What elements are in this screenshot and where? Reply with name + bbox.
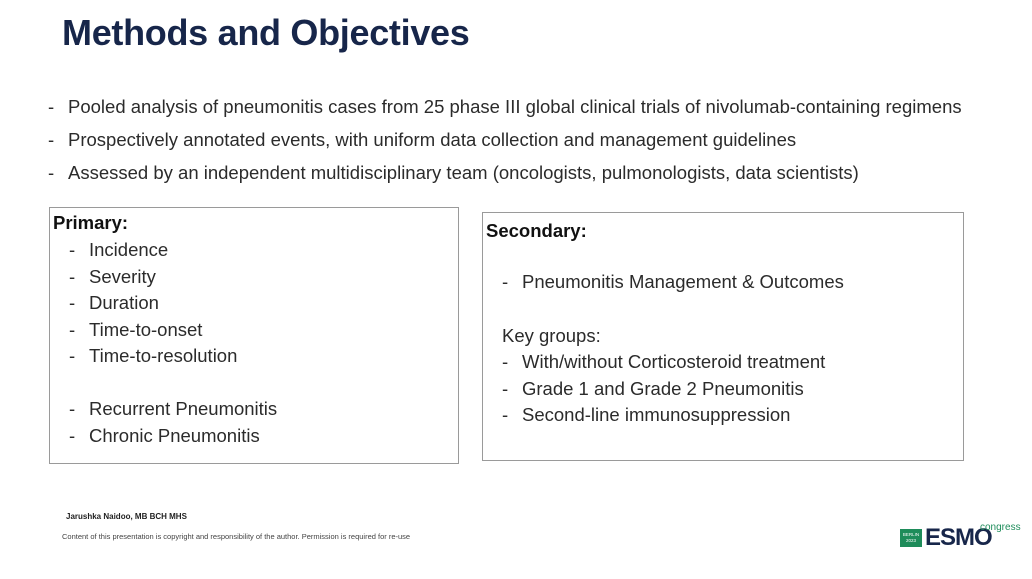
- bullet-marker: -: [502, 377, 509, 399]
- list-item: [69, 423, 277, 450]
- bullet-item: [48, 123, 962, 156]
- methods-bullet-list: [48, 90, 962, 189]
- list-item-text: Severity: [89, 265, 156, 287]
- secondary-list-group2: [502, 349, 825, 429]
- list-item: [69, 317, 237, 344]
- bullet-text: Prospectively annotated events, with uniform data collection and management guidelines: [68, 129, 797, 150]
- list-item-text: Incidence: [89, 239, 169, 260]
- list-item-text: With/without Corticosteroid treatment: [522, 351, 826, 372]
- list-item: [502, 269, 844, 296]
- bullet-marker: -: [502, 271, 509, 292]
- congress-label: congress: [980, 522, 1021, 533]
- slide-title: Methods and Objectives: [62, 12, 470, 53]
- list-item-text: Recurrent Pneumonitis: [89, 398, 278, 419]
- bullet-marker: -: [69, 265, 76, 287]
- list-item: [69, 237, 237, 264]
- list-item-text: Pneumonitis Management & Outcomes: [522, 271, 844, 292]
- list-item: [69, 396, 277, 423]
- bullet-text: Assessed by an independent multidisciplinary team (oncologists, pulmonologists, data scientists): [68, 162, 859, 183]
- list-item-text: Time-to-onset: [89, 318, 203, 340]
- bullet-marker: -: [502, 351, 509, 372]
- bullet-marker: -: [69, 345, 76, 367]
- list-item: [502, 349, 825, 376]
- list-item: [502, 402, 825, 429]
- bullet-marker: -: [48, 162, 55, 183]
- list-item: [502, 376, 825, 403]
- primary-heading: Primary:: [53, 212, 129, 233]
- bullet-marker: -: [69, 424, 76, 446]
- bullet-marker: -: [69, 239, 76, 260]
- bullet-marker: -: [48, 129, 55, 150]
- bullet-marker: -: [69, 292, 76, 314]
- primary-list-group1: [69, 237, 237, 370]
- copyright-notice: Content of this presentation is copyright and responsibility of the author. Permission is required for re-use: [62, 532, 411, 541]
- bullet-item: [48, 90, 962, 123]
- bullet-marker: -: [502, 404, 509, 426]
- list-item: [69, 264, 237, 291]
- primary-objectives-box: [49, 207, 459, 464]
- secondary-objectives-box: [482, 212, 964, 461]
- list-item-text: Time-to-resolution: [89, 345, 238, 367]
- bullet-item: [48, 156, 962, 189]
- author-name: Jarushka Naidoo, MB BCH MHS: [66, 512, 187, 521]
- list-item-text: Second-line immunosuppression: [522, 404, 791, 426]
- primary-list-group2: [69, 396, 277, 449]
- bullet-marker: -: [48, 96, 55, 117]
- key-groups-label: Key groups:: [502, 325, 601, 346]
- list-item-text: Grade 1 and Grade 2 Pneumonitis: [522, 377, 804, 399]
- bullet-marker: -: [69, 318, 76, 340]
- bullet-text: Pooled analysis of pneumonitis cases from 25 phase III global clinical trials of nivolumab-containing regimens: [68, 96, 962, 117]
- list-item-text: Duration: [89, 292, 159, 314]
- esmo-wordmark: ESMO: [925, 524, 992, 551]
- bullet-marker: -: [69, 398, 76, 419]
- secondary-heading: Secondary:: [486, 220, 587, 241]
- list-item-text: Chronic Pneumonitis: [89, 424, 260, 446]
- list-item: [69, 290, 237, 317]
- list-item: [69, 343, 237, 370]
- secondary-list-group1: [502, 269, 844, 296]
- berlin-badge: BERLIN 2023: [900, 529, 922, 547]
- esmo-congress-logo: [900, 524, 1026, 550]
